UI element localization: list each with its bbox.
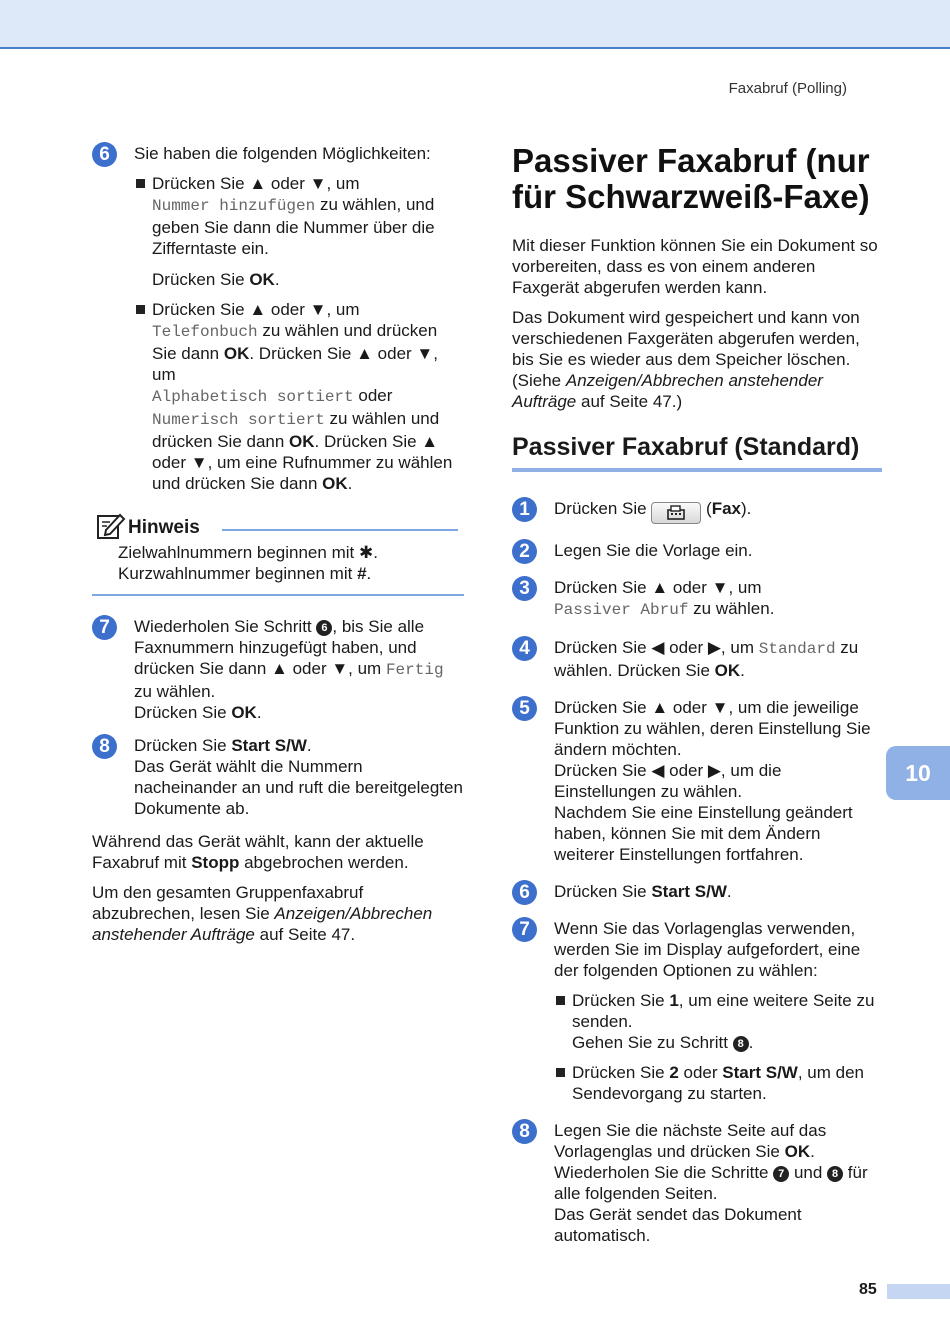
cross-reference-link[interactable]: Anzeigen/Abbrechen anstehender Aufträge <box>512 371 823 411</box>
step-number: 1 <box>512 497 537 522</box>
bullet-square-icon <box>556 996 565 1005</box>
section-title: Passiver Faxabruf (nur für Schwarzweiß-Faxe) <box>512 142 870 215</box>
step-8-start: 8 Drücken Sie Start S/W. Das Gerät wählt die Nummern nacheinander an und ruft die bereitgelegten Dokumente ab. <box>92 735 464 819</box>
step-number: 3 <box>512 576 537 601</box>
step-6-start: 6 Drücken Sie Start S/W. <box>512 881 882 902</box>
option-next-page: Drücken Sie 1, um eine weitere Seite zu senden. Gehen Sie zu Schritt 8 . <box>554 990 882 1053</box>
step-ref-icon: 6 <box>316 620 332 636</box>
step-ref-icon: 7 <box>773 1166 789 1182</box>
option-send: Drücken Sie 2 oder Start S/W, um den Sendevorgang zu starten. <box>554 1062 882 1104</box>
step-number: 7 <box>512 917 537 942</box>
pencil-note-icon <box>96 512 126 545</box>
step-ref-icon: 8 <box>827 1166 843 1182</box>
step-intro: Sie haben die folgenden Möglichkeiten: <box>134 144 431 163</box>
left-column <box>92 143 464 954</box>
right-column <box>512 143 882 1262</box>
step-4-standard: 4 Drücken Sie ◀ oder ▶, um Standard zu wählen. Drücken Sie OK. <box>512 637 882 681</box>
cross-reference-link[interactable]: Anzeigen/Abbrechen anstehender Aufträge <box>92 904 433 944</box>
note-rule <box>222 529 458 531</box>
option-phonebook: Drücken Sie ▲ oder ▼, um Telefonbuch zu wählen und drücken Sie dann OK. Drücken Sie ▲ oder ▼, um Alphabetisch sortiert oder Numerisch sortiert zu wählen und drücken Sie dann OK. Drücken Sie ▲ oder ▼, um eine Rufnummer zu wählen und drücken Sie dann OK. <box>134 299 464 494</box>
step-1-fax: 1 Drücken Sie (Fax). <box>512 498 882 524</box>
page-number: 85 <box>859 1281 877 1298</box>
step-number: 6 <box>92 142 117 167</box>
step-number: 7 <box>92 615 117 640</box>
step-number: 8 <box>92 734 117 759</box>
step-8-next-page: 8 Legen Sie die nächste Seite auf das Vorlagenglas und drücken Sie OK. Wiederholen Sie die Schritte 7 und 8 für alle folgenden Seiten. Das Gerät sendet das Dokument automatisch. <box>512 1120 882 1246</box>
paragraph-stop: Während das Gerät wählt, kann der aktuelle Faxabruf mit Stopp abgebrochen werden. <box>92 832 424 872</box>
chapter-tab[interactable]: 10 <box>886 746 950 800</box>
page-number-bar <box>887 1284 950 1299</box>
note-text: Zielwahlnummern beginnen mit ✱. Kurzwahlnummer beginnen mit #. <box>118 543 378 583</box>
note-box <box>92 512 464 596</box>
note-title: Hinweis <box>128 517 200 538</box>
step-6-options <box>92 143 464 494</box>
top-band <box>0 0 950 49</box>
step-3-polling: 3 Drücken Sie ▲ oder ▼, um Passiver Abruf zu wählen. <box>512 577 882 621</box>
step-2-load: 2 Legen Sie die Vorlage ein. <box>512 540 882 561</box>
step-number: 4 <box>512 636 537 661</box>
fax-key-icon <box>651 502 701 524</box>
step-number: 5 <box>512 696 537 721</box>
step-number: 2 <box>512 539 537 564</box>
step-5-settings: 5 Drücken Sie ▲ oder ▼, um die jeweilige Funktion zu wählen, deren Einstellung Sie ändern möchten. Drücken Sie ◀ oder ▶, um die Einstellungen zu wählen. Nachdem Sie eine Einstellung geändert haben, können Sie mit dem Ändern weiterer Einstellungen fortfahren. <box>512 697 882 865</box>
running-header: Faxabruf (Polling) <box>728 80 847 97</box>
option-add-number: Drücken Sie ▲ oder ▼, um Nummer hinzufügen zu wählen, und geben Sie dann die Nummer über die Zifferntaste ein. Drücken Sie OK. <box>134 173 464 290</box>
paragraph-intro: Mit dieser Funktion können Sie ein Dokument so vorbereiten, dass es von einem anderen Faxgerät abgerufen werden kann. <box>512 236 878 297</box>
step-7-glass: 7 Wenn Sie das Vorlagenglas verwenden, werden Sie im Display aufgefordert, eine der folgenden Optionen zu wählen: Drücken Sie 1, um eine weitere Seite zu senden. Gehen Sie zu Schritt 8 . Drücken Sie 2 oder Start S/W, um den Sendevorgang zu starten. <box>512 918 882 1104</box>
bullet-square-icon <box>556 1068 565 1077</box>
bullet-square-icon <box>136 179 145 188</box>
step-7-repeat: 7 Wiederholen Sie Schritt 6 , bis Sie alle Faxnummern hinzugefügt haben, und drücken Sie dann ▲ oder ▼, um Fertig zu wählen. Drücken Sie OK. <box>92 616 464 723</box>
step-ref-icon: 8 <box>733 1036 749 1052</box>
step-number: 6 <box>512 880 537 905</box>
paragraph-cancel-group: Um den gesamten Gruppenfaxabruf abzubrechen, lesen Sie Anzeigen/Abbrechen anstehender Aufträge auf Seite 47. <box>92 883 433 944</box>
step-number: 8 <box>512 1119 537 1144</box>
bullet-square-icon <box>136 305 145 314</box>
paragraph-storage: Das Dokument wird gespeichert und kann von verschiedenen Faxgeräten abgerufen werden, bis Sie es wieder aus dem Speicher löschen. (Siehe Anzeigen/Abbrechen anstehender Aufträge auf Seite 47.) <box>512 308 860 411</box>
subsection-title: Passiver Faxabruf (Standard) <box>512 432 882 472</box>
